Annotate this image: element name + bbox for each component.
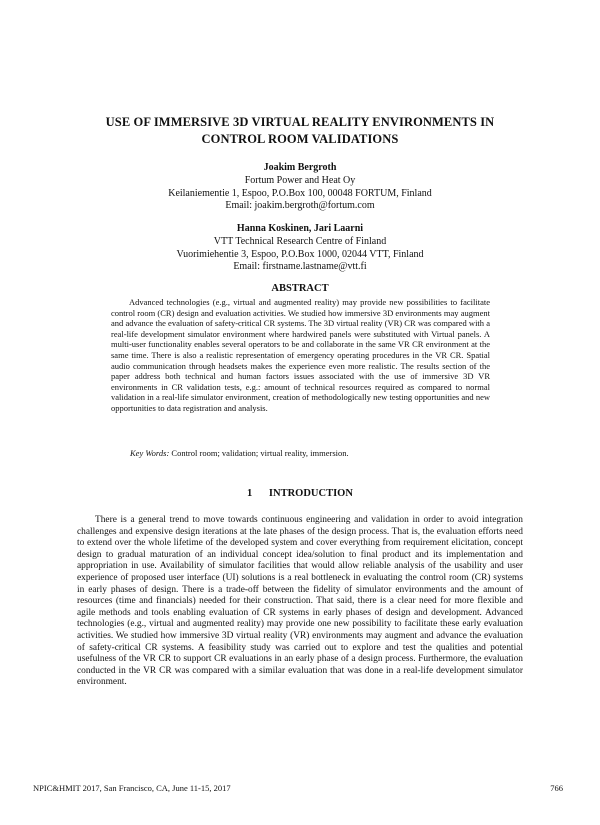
author-email: Email: firstname.lastname@vtt.fi xyxy=(233,261,367,273)
abstract-text: Advanced technologies (e.g., virtual and augmented reality) may provide new possibilities to facilitate control room (CR) design and evaluation activities. We studied how immersive 3D environments may augment and advance the evaluation of safety-critical CR systems. The 3D virtual reality (VR) CR was compared with a real-life development simulator environment where hardwired panels were substituted with Virtual panels. A multi-user functionality enables several operators to be and collaborate in the same VR CR environment at the same time. There is also a realistic representation of emergency operating procedures in the VR CR. Spatial audio communication through headsets makes the experience even more realistic. The results section of the paper address both technical and human factors issues associated with the use of immersive 3D VR environments in CR validation tests, e.g.: amount of technical resources required as compared to normal validation in a real-life simulator environment, creation of methodologically new testing opportunities and new opportunities to data registration and analysis. xyxy=(111,297,490,413)
author-block-2 xyxy=(60,223,540,274)
keywords-text: Control room; validation; virtual reality, immersion. xyxy=(171,448,349,458)
author-address: Keilaniementie 1, Espoo, P.O.Box 100, 00048 FORTUM, Finland xyxy=(168,187,432,199)
author-affiliation: Fortum Power and Heat Oy xyxy=(244,174,356,186)
paper-title-line-1: USE OF IMMERSIVE 3D VIRTUAL REALITY ENVIRONMENTS IN xyxy=(105,115,495,129)
section-heading-introduction xyxy=(60,488,540,499)
abstract-heading: ABSTRACT xyxy=(271,283,329,294)
author-name: Joakim Bergroth xyxy=(263,162,337,173)
author-name: Hanna Koskinen, Jari Laarni xyxy=(236,223,364,234)
conference-footer: NPIC&HMIT 2017, San Francisco, CA, June 11-15, 2017 xyxy=(33,783,231,793)
page-number: 766 xyxy=(550,783,563,793)
keywords xyxy=(130,448,349,458)
introduction-paragraph: There is a general trend to move towards continuous engineering and validation in order to avoid integration challenges and expensive design iterations at the late phases of the design process. That is, the evaluation efforts need to extend over the whole lifetime of the developed system and cover everything from requirement elicitation, concept design to gradual maturation of an individual concept idea/solution to final product and its implementation and appropriation in use. Availability of simulator facilities that would allow reliable analysis of the usability and user experience of proposed user interface (UI) solutions is a real bottleneck in evaluating the control room (CR) systems in early phases of design. There is a trade-off between the fidelity of simulator environments and the amount of resources (time and financials) needed for their construction. That said, there is a clear need for more flexible and agile methods and tools enabling evaluation of CR systems in early phases of design and development. Advanced technologies (e.g., virtual and augmented reality) may provide one new possibility to facilitate these early evaluation activities. We studied how immersive 3D virtual reality (VR) environments may augment and advance the evaluation of safety-critical CR systems. A feasibility study was carried out to explore and test the qualities and potential usefulness of the VR CR to support CR evaluations in an early phase of a design process. Furthermore, the evaluation conducted in the VR CR was compared with a similar evaluation that was done in a real-life development simulator environment. xyxy=(77,515,523,688)
author-address: Vuorimiehentie 3, Espoo, P.O.Box 1000, 02044 VTT, Finland xyxy=(176,248,424,260)
author-block-1 xyxy=(60,162,540,213)
paper-title xyxy=(80,114,520,148)
author-email: Email: joakim.bergroth@fortum.com xyxy=(225,200,375,212)
section-number: 1 xyxy=(247,488,253,499)
section-title: INTRODUCTION xyxy=(268,488,353,499)
paper-title-line-2: CONTROL ROOM VALIDATIONS xyxy=(201,132,399,146)
author-affiliation: VTT Technical Research Centre of Finland xyxy=(213,235,387,247)
keywords-label: Key Words: xyxy=(130,448,170,458)
